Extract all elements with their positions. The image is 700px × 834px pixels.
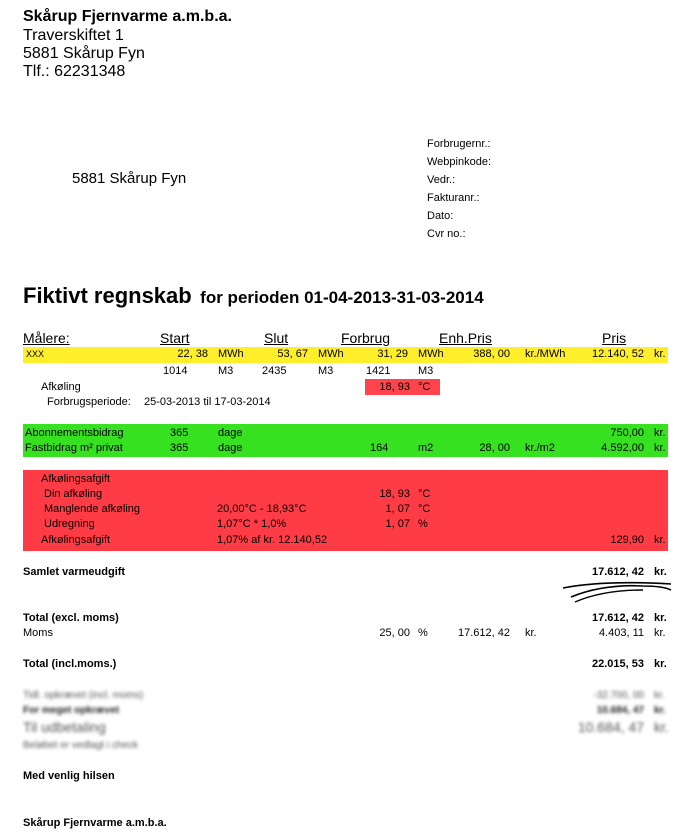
blurred-currency: kr. xyxy=(654,705,666,716)
fixed-currency: kr. xyxy=(654,442,666,454)
fee-row-unit: °C xyxy=(418,503,431,515)
info-label-webpin: Webpinkode: xyxy=(427,156,492,168)
fixed-currency: kr. xyxy=(654,427,666,439)
m3-start: 1014 xyxy=(163,365,188,377)
fixed-qty: 365 xyxy=(170,442,189,454)
fixed-label: Fastbidrag m² privat xyxy=(25,442,123,454)
page-title xyxy=(23,283,484,309)
heat-total-currency: kr. xyxy=(654,566,667,578)
info-label-subject: Vedr.: xyxy=(427,174,456,186)
sender-name: Skårup Fjernvarme a.m.b.a. xyxy=(23,8,232,25)
fixed-usage: 164 xyxy=(370,442,389,454)
header-end: Slut xyxy=(264,330,289,346)
fixed-unit: dage xyxy=(218,427,243,439)
excl-vat-currency: kr. xyxy=(654,612,667,624)
fixed-price: 4.592,00 xyxy=(601,442,644,454)
info-label-date: Dato: xyxy=(427,210,454,222)
blurred-currency: kr. xyxy=(654,690,665,701)
fixed-label: Abonnementsbidrag xyxy=(25,427,124,439)
fee-row-unit: °C xyxy=(418,488,431,500)
vat-base: 17.612, 42 xyxy=(458,627,510,639)
info-label-invoice-no: Fakturanr.: xyxy=(427,192,480,204)
fixed-usage-unit: m2 xyxy=(418,442,434,454)
cooling-value: 18, 93 xyxy=(379,381,410,393)
meter-usage-unit: MWh xyxy=(418,348,444,360)
info-label-consumer-no: Forbrugernr.: xyxy=(427,138,491,150)
cooling-label: Afkøling xyxy=(41,381,81,393)
vat-rate: 25, 00 xyxy=(379,627,410,639)
header-start: Start xyxy=(160,330,190,346)
hand-underline-marks xyxy=(563,580,564,581)
meter-name: XXX xyxy=(26,349,45,359)
blurred-value: 10.684, 47 xyxy=(577,719,644,735)
excl-vat-label: Total (excl. moms) xyxy=(23,612,119,624)
fee-title: Afkølingsafgift xyxy=(41,473,111,485)
fixed-qty: 365 xyxy=(170,427,189,439)
fee-total-label: Afkølingsafgift xyxy=(41,534,111,546)
fee-row-value: 18, 93 xyxy=(379,488,410,500)
fixed-rate: 28, 00 xyxy=(479,442,510,454)
period-label: Forbrugsperiode: xyxy=(47,396,131,408)
incl-vat-value: 22.015, 53 xyxy=(592,658,644,670)
closing-signature: Skårup Fjernvarme a.m.b.a. xyxy=(23,817,167,829)
recipient-city: 5881 Skårup Fyn xyxy=(72,170,187,187)
fixed-rate-unit: kr./m2 xyxy=(525,442,555,454)
vat-base-currency: kr. xyxy=(525,627,537,639)
fee-row-label: Manglende afkøling xyxy=(44,503,141,515)
blurred-label: For meget opkrævet xyxy=(23,705,120,716)
fee-row-unit: % xyxy=(418,518,428,530)
scribble-icon xyxy=(563,580,673,610)
heat-total-value: 17.612, 42 xyxy=(592,566,644,578)
heat-total-label: Samlet varmeudgift xyxy=(23,566,126,578)
m3-end-unit: M3 xyxy=(318,365,334,377)
meter-usage: 31, 29 xyxy=(377,348,408,360)
header-meters: Målere: xyxy=(23,330,70,346)
fixed-unit: dage xyxy=(218,442,243,454)
title-period: for perioden 01-04-2013-31-03-2014 xyxy=(200,288,484,307)
blurred-value: 10.684, 47 xyxy=(596,705,644,716)
meter-end-unit: MWh xyxy=(318,348,344,360)
info-label-cvr: Cvr no.: xyxy=(427,228,466,240)
meter-unit-price: 388, 00 xyxy=(473,348,510,360)
closing-greeting: Med venlig hilsen xyxy=(23,770,115,782)
incl-vat-currency: kr. xyxy=(654,658,667,670)
fee-total-currency: kr. xyxy=(654,534,666,546)
period-value: 25-03-2013 til 17-03-2014 xyxy=(144,396,271,408)
vat-currency: kr. xyxy=(654,627,666,639)
fee-row-value: 1, 07 xyxy=(385,503,410,515)
excl-vat-value: 17.612, 42 xyxy=(592,612,644,624)
header-unit-price: Enh.Pris xyxy=(439,330,492,346)
m3-end: 2435 xyxy=(262,365,287,377)
vat-label: Moms xyxy=(23,627,53,639)
m3-usage-unit: M3 xyxy=(418,365,434,377)
blurred-label: Beløbet er vedlagt i check xyxy=(23,740,139,751)
meter-start-unit: MWh xyxy=(218,348,244,360)
fee-row-value: 1, 07 xyxy=(385,518,410,530)
sender-city: 5881 Skårup Fyn xyxy=(23,45,145,62)
fee-row-desc: 1,07°C * 1,0% xyxy=(217,518,287,530)
fee-total-value: 129,90 xyxy=(610,534,644,546)
meter-price: 12.140, 52 xyxy=(592,348,644,360)
sender-phone: Tlf.: 62231348 xyxy=(23,63,126,80)
blurred-label: Tidl. opkrævet (incl. moms) xyxy=(23,690,144,701)
fee-row-label: Din afkøling xyxy=(44,488,103,500)
m3-start-unit: M3 xyxy=(218,365,234,377)
fee-row-desc: 20,00°C - 18,93°C xyxy=(217,503,307,515)
fee-row-label: Udregning xyxy=(44,518,95,530)
fixed-price: 750,00 xyxy=(610,427,644,439)
cooling-unit: °C xyxy=(418,381,431,393)
meter-end: 53, 67 xyxy=(277,348,308,360)
vat-value: 4.403, 11 xyxy=(598,627,644,639)
header-price: Pris xyxy=(602,330,627,346)
meter-start: 22, 38 xyxy=(177,348,208,360)
vat-pct: % xyxy=(418,627,428,639)
sender-street: Traverskiftet 1 xyxy=(23,27,124,44)
blurred-label: Til udbetaling xyxy=(23,719,106,735)
m3-usage: 1421 xyxy=(366,365,391,377)
incl-vat-label: Total (incl.moms.) xyxy=(23,658,117,670)
blurred-value: -32.700, 00 xyxy=(593,690,644,701)
fee-total-desc: 1,07% af kr. 12.140,52 xyxy=(217,534,328,546)
header-usage: Forbrug xyxy=(341,330,391,346)
blurred-currency: kr. xyxy=(654,719,669,735)
meter-currency: kr. xyxy=(654,348,666,360)
meter-unit-price-unit: kr./MWh xyxy=(525,348,566,360)
title-main: Fiktivt regnskab xyxy=(23,283,192,308)
